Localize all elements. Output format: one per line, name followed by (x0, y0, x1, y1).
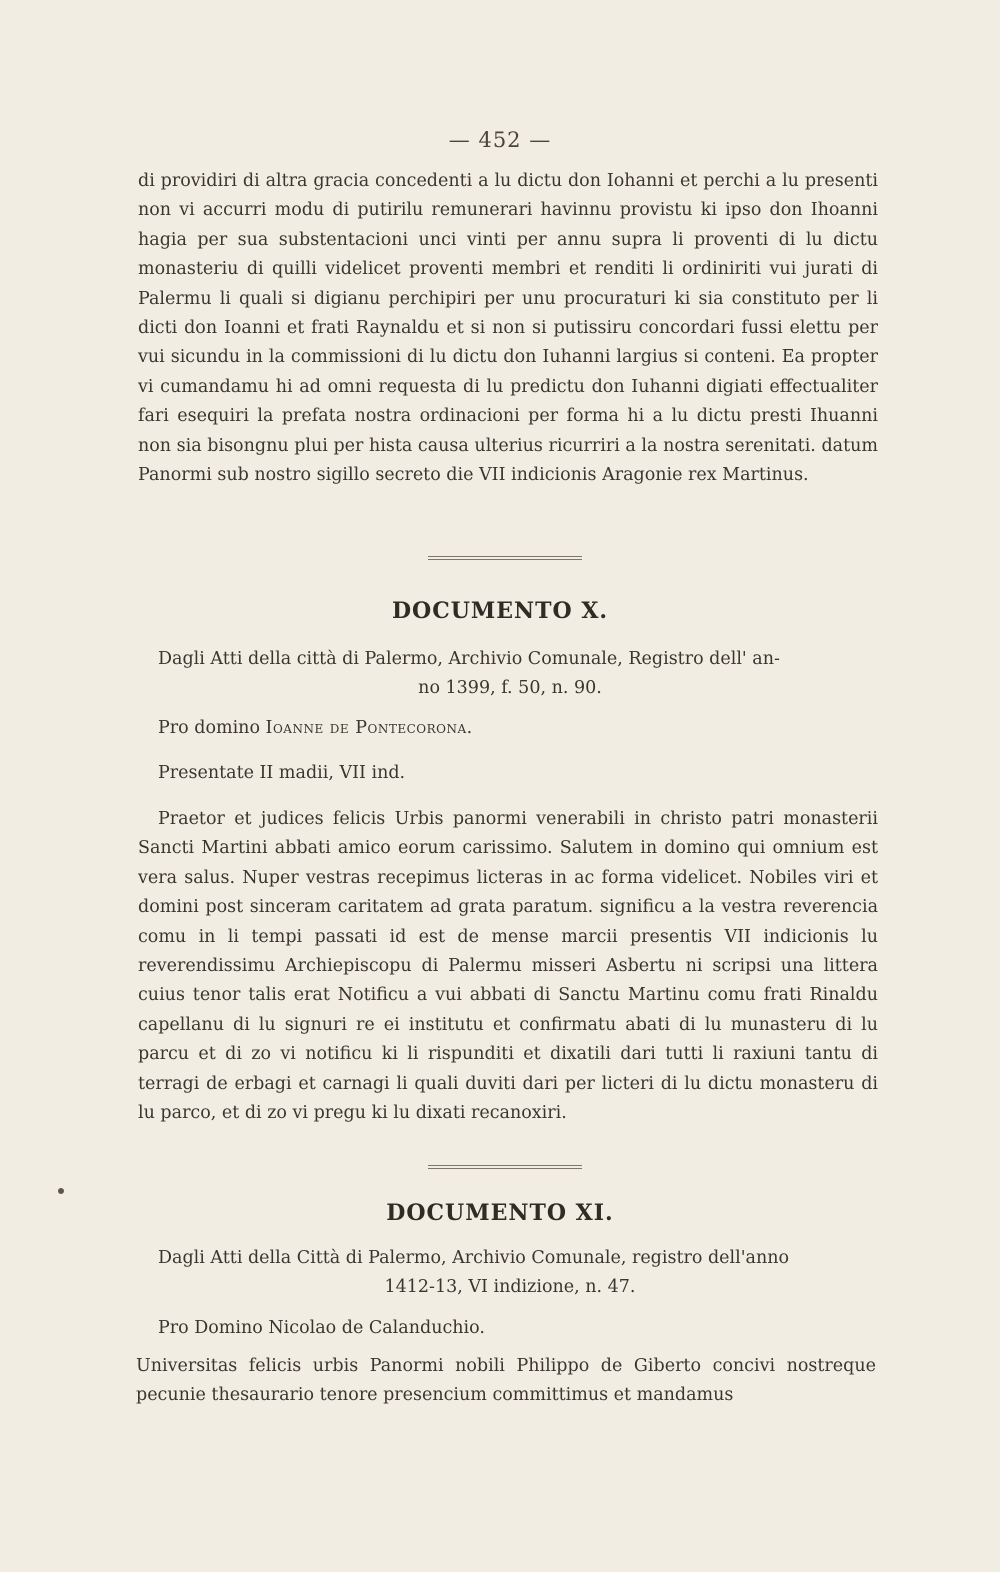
recipient-name: Ioanne de Pontecorona. (265, 718, 473, 738)
paragraph-text: Universitas felicis urbis Panormi nobili Philippo de Giberto concivi nostreque pecunie thesaurario tenore presencium committimus et mandamus (136, 1356, 876, 1406)
document-x-recipient (158, 718, 473, 738)
section-divider (428, 556, 582, 560)
source-line-1: Dagli Atti della città di Palermo, Archivio Comunale, Registro dell' an- (158, 649, 780, 669)
document-xi-body (136, 1352, 876, 1411)
paragraph-text: di providiri di altra gracia concedenti a lu dictu don Iohanni et perchi a lu presenti non vi accurri modu di putirilu remunerari havinnu provistu ki ipso don Ihoanni hagia per sua substentacioni unci vinti per annu supra li proventi di lu dictu monasteriu di quilli videlicet proventi membri et renditi li ordiniriti vui jurati di Palermu li quali si digianu perchipiri per unu procuraturi ki sia constituto per li dicti don Ioanni et frati Raynaldu et si non si putissiru concordari fussi elettu per vui sicundu in la commissioni di lu dictu don Iuhanni largius si conteni. Ea propter vi cumandamu hi ad omni requesta di lu predictu don Iuhanni digiati effectualiter fari esequiri la prefata nostra ordinacioni per forma hi a lu dictu presti Ihuanni non sia bisongnu plui per hista causa ulterius ricurriri a la nostra serenitati. datum Panormi sub nostro sigillo secreto die VII indicionis Aragonie rex Martinus. (138, 171, 878, 486)
paragraph-text: Praetor et judices felicis Urbis panormi venerabili in christo patri monasterii Sancti Martini abbati amico eorum carissimo. Salutem in domino qui omnium est vera salus. Nuper vestras recepimus licteras in ac forma videlicet. Nobiles viri et domini post sinceram caritatem ad grata paratum. significu a la vestra reverencia comu in li tempi passati id est de mense marcii presentis VII indicionis lu reverendissimu Archiepiscopu di Palermu misseri Asbertu ni scripsi una littera cuius tenor talis erat Notificu a vui abbati di Sanctu Martinu comu frati Rinaldu capellanu di lu signuri re ei institutu et confirmatu abati di lu munasteru di lu parcu et di zo vi notificu ki li rispunditi et dixatili dari tutti li raxiuni tantu di terragi de erbagi et carnagi li quali duviti dari per licteri di lu dictu monasteru di lu parco, et di zo vi pregu ki lu dixati recanoxiri. (138, 809, 878, 1124)
continuation-paragraph (138, 167, 878, 490)
document-xi-heading: DOCUMENTO XI. (386, 1200, 614, 1226)
document-x-heading: DOCUMENTO X. (391, 598, 609, 624)
document-xi-source (140, 1244, 880, 1302)
recipient-prefix: Pro domino (158, 718, 266, 738)
source-line-2: 1412-13, VI indizione, n. 47. (384, 1277, 636, 1297)
page-number: — 452 — (448, 128, 552, 152)
margin-mark (58, 1188, 64, 1194)
section-divider (428, 1165, 582, 1169)
source-line-1: Dagli Atti della Città di Palermo, Archivio Comunale, registro dell'anno (158, 1248, 790, 1268)
document-xi-recipient: Pro Domino Nicolao de Calanduchio. (158, 1318, 485, 1338)
source-line-2: no 1399, f. 50, n. 90. (418, 678, 602, 698)
document-x-source (140, 645, 880, 703)
document-x-presentate: Presentate II madii, VII ind. (158, 763, 406, 783)
document-x-body (138, 805, 878, 1128)
